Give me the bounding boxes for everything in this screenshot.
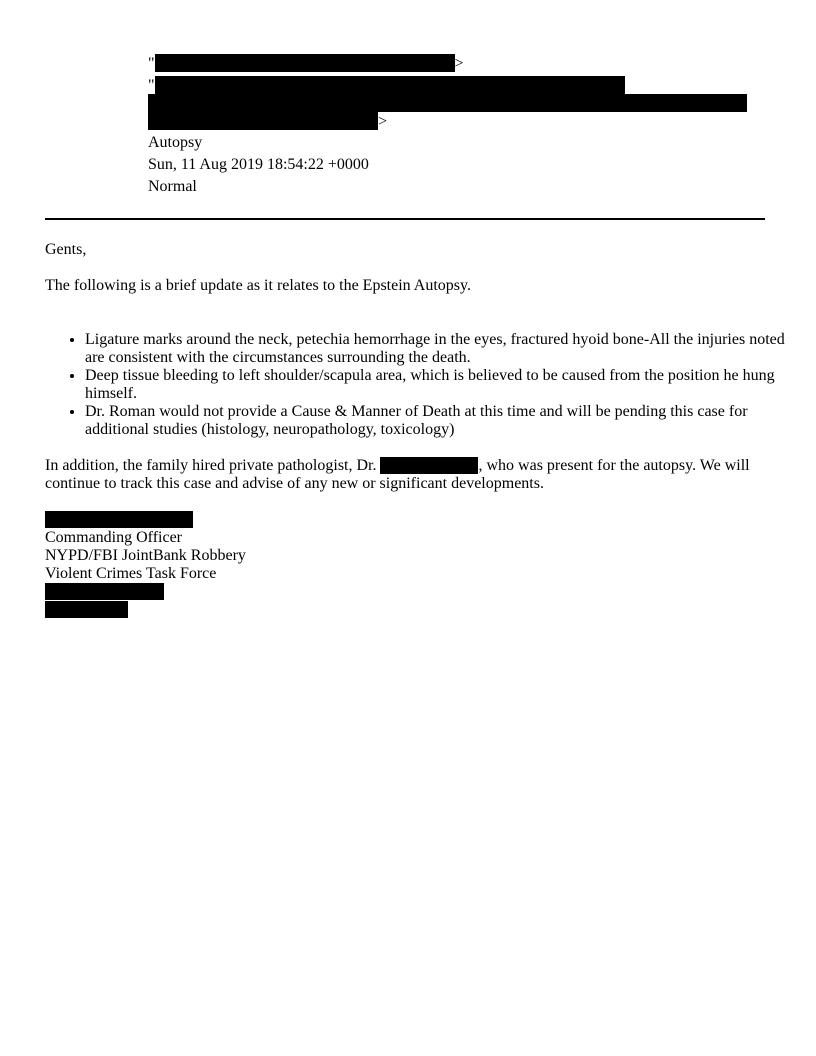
header-divider: [45, 218, 765, 220]
to-value-line2: [148, 94, 747, 113]
list-item: • Dr. Roman would not provide a Cause & Manner of Death at this time and will be pending this case for additional studies (histology, neuropathology, toxicology): [85, 403, 795, 439]
to-suffix: >: [378, 113, 388, 130]
list-item: • Deep tissue bleeding to left shoulder/scapula area, which is believed to be caused from the position he hung himself.: [85, 367, 795, 403]
redaction-block: [45, 583, 164, 600]
importance-value: Normal: [148, 178, 197, 195]
greeting: Gents,: [45, 241, 87, 258]
signature-title: Commanding Officer: [45, 529, 183, 546]
from-prefix: ": [148, 55, 155, 72]
redaction-block: [45, 511, 193, 528]
redaction-block: [148, 112, 378, 130]
signature-name-redacted: [45, 511, 246, 529]
redaction-block: [155, 76, 625, 94]
signature-unit: NYPD/FBI JointBank Robbery: [45, 547, 246, 564]
closing-text-2: , who was present for the autopsy. We will continue to track this case and advise of any new or significant developments.: [45, 457, 750, 492]
redaction-block: [148, 94, 747, 112]
from-value: [148, 54, 464, 73]
signature-block: [45, 511, 246, 619]
findings-list: [45, 331, 795, 439]
to-value-line3: [148, 112, 387, 131]
closing-text-1: In addition, the family hired private pathologist, Dr.: [45, 457, 381, 474]
to-prefix: ": [148, 77, 155, 94]
redaction-block: [45, 601, 128, 618]
closing-paragraph: [45, 457, 765, 493]
from-suffix: >: [454, 55, 464, 72]
date-value: Sun, 11 Aug 2019 18:54:22 +0000: [148, 156, 369, 173]
redaction-block: [380, 457, 478, 474]
to-value-line1: [148, 76, 625, 95]
subject-value: Autopsy: [148, 134, 203, 151]
list-item: • Ligature marks around the neck, petechia hemorrhage in the eyes, fractured hyoid bone-All the injuries noted are consistent with the circumstances surrounding the death.: [85, 331, 795, 367]
signature-task-force: Violent Crimes Task Force: [45, 565, 217, 582]
signature-contact-redacted: [45, 583, 246, 601]
signature-contact-redacted-2: [45, 601, 246, 619]
intro-paragraph: The following is a brief update as it relates to the Epstein Autopsy.: [45, 277, 471, 294]
redaction-block: [155, 54, 455, 72]
